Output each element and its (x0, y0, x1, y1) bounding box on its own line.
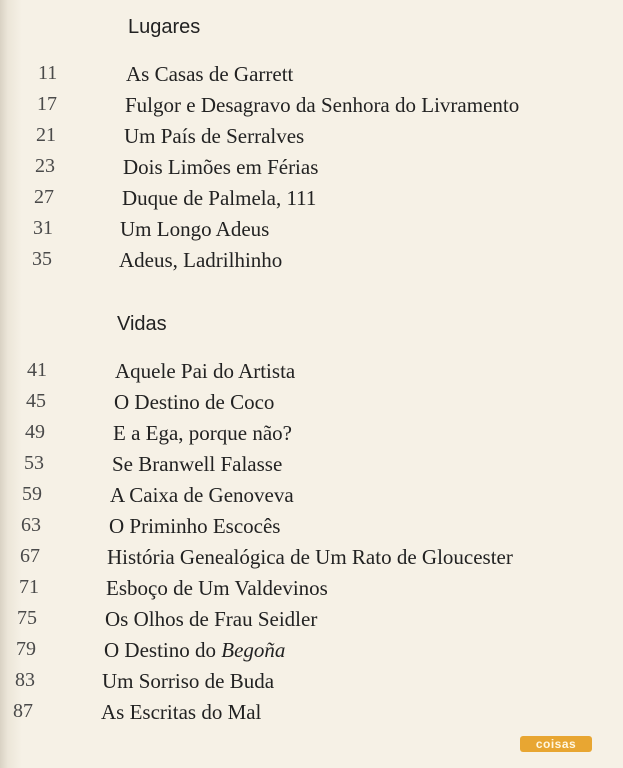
toc-entry (0, 483, 620, 509)
page-number: 75 (17, 607, 37, 629)
toc-entry (0, 452, 620, 478)
page-number: 27 (34, 186, 54, 208)
entry-title: O Destino de Coco (114, 390, 275, 414)
page-number: 17 (37, 93, 57, 115)
page-number: 71 (19, 576, 39, 598)
entry-title: Fulgor e Desagravo da Senhora do Livramento (125, 93, 520, 117)
page-number: 53 (24, 452, 44, 474)
page-number: 11 (38, 62, 58, 84)
page-number: 87 (13, 700, 33, 722)
toc-entry (0, 700, 620, 726)
section-title-lugares: Lugares (128, 16, 201, 38)
page-number: 21 (36, 124, 56, 146)
toc-entry (0, 514, 620, 540)
toc-entry (0, 607, 620, 633)
toc-entry (0, 186, 620, 212)
entry-title: Adeus, Ladrilhinho (119, 248, 283, 272)
page-number: 49 (25, 421, 45, 443)
page-number: 67 (20, 545, 40, 567)
toc-entry (0, 155, 620, 181)
page-number: 59 (22, 483, 42, 505)
toc-entry (0, 390, 620, 416)
entry-title: A Caixa de Genoveva (110, 483, 294, 507)
entry-title: Um Longo Adeus (120, 217, 270, 241)
entry-title-text: O Destino do (104, 638, 222, 662)
section-title-vidas: Vidas (117, 313, 167, 335)
toc-entry (0, 545, 620, 571)
entry-title: O Priminho Escocês (109, 514, 281, 538)
toc-entry (0, 93, 620, 119)
entry-title: Um País de Serralves (124, 124, 305, 148)
page-number: 31 (33, 217, 53, 239)
entry-title: História Genealógica de Um Rato de Gloucester (107, 545, 513, 569)
toc-entry (0, 421, 620, 447)
entry-title: As Casas de Garrett (126, 62, 294, 86)
entry-title: Esboço de Um Valdevinos (106, 576, 328, 600)
entry-title: As Escritas do Mal (101, 700, 262, 724)
toc-entry (0, 576, 620, 602)
entry-title: E a Ega, porque não? (113, 421, 293, 445)
entry-title: Se Branwell Falasse (112, 452, 283, 476)
toc-entry (0, 638, 620, 664)
toc-entry (0, 62, 620, 88)
toc-entry (0, 359, 620, 385)
entry-title: Um Sorriso de Buda (102, 669, 275, 693)
watermark-logo: coisas (520, 736, 592, 752)
entry-title: Duque de Palmela, 111 (122, 186, 317, 210)
page-number: 45 (26, 390, 46, 412)
toc-entry (0, 217, 620, 243)
entry-title-italic: Begoña (221, 638, 286, 662)
entry-title: Os Olhos de Frau Seidler (105, 607, 318, 631)
page-number: 63 (21, 514, 41, 536)
page-number: 83 (15, 669, 35, 691)
entry-title: Aquele Pai do Artista (115, 359, 296, 383)
page-number: 23 (35, 155, 55, 177)
toc-entry (0, 124, 620, 150)
entry-title: Dois Limões em Férias (123, 155, 319, 179)
page-number: 35 (32, 248, 52, 270)
page-number: 41 (27, 359, 47, 381)
toc-entry (0, 248, 620, 274)
page-number: 79 (16, 638, 36, 660)
toc-entry (0, 669, 620, 695)
entry-title (104, 638, 285, 663)
